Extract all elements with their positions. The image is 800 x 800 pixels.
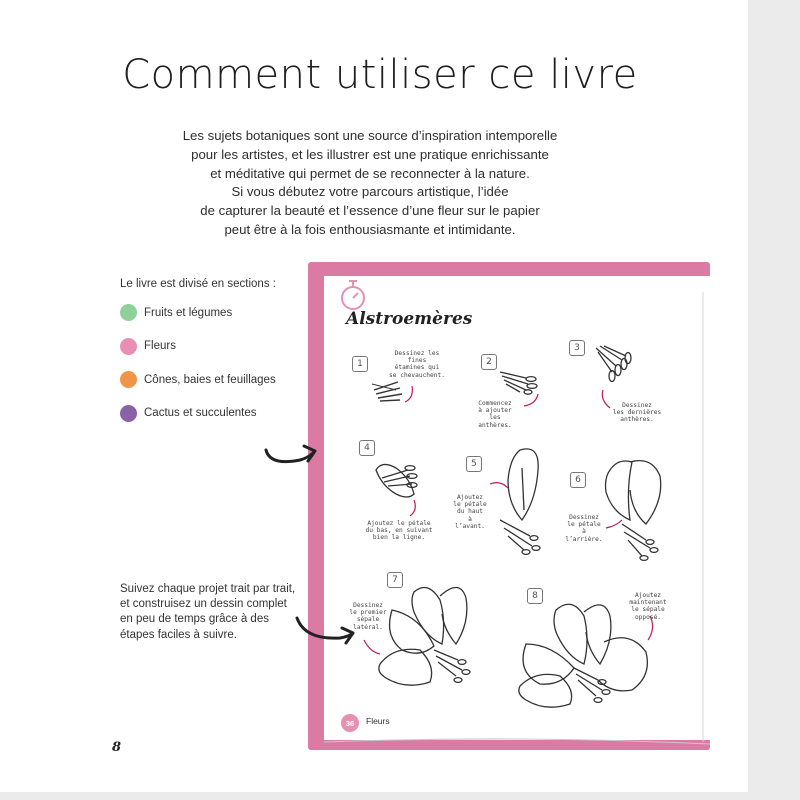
instruction-line: Dessinez xyxy=(353,602,383,609)
instruction-line: Commencez xyxy=(478,400,512,407)
step-5-drawing xyxy=(500,449,540,555)
step-3-drawing xyxy=(596,346,631,382)
step-instruction xyxy=(620,592,676,621)
instruction-line: à l’arrière. xyxy=(565,528,603,543)
step-4-drawing xyxy=(376,464,417,497)
follow-steps-text: Suivez chaque projet trait par trait, et construisez un dessin complet en peu de temps grâce à des étapes faciles à suivre. xyxy=(120,583,296,641)
intro-line: de capturer la beauté et l’essence d’une fleur sur le papier xyxy=(200,203,540,219)
stopwatch-icon xyxy=(342,281,364,309)
step-instruction xyxy=(562,514,606,543)
legend-label: Cactus et succulentes xyxy=(144,407,257,420)
step-number: 1 xyxy=(352,356,368,372)
intro-line: Les sujets botaniques sont une source d’inspiration intemporelle xyxy=(182,128,558,143)
legend-label: Fleurs xyxy=(144,340,176,353)
red-arrow-icon xyxy=(405,386,412,402)
instruction-line: le pétale xyxy=(453,501,487,509)
page-title: Comment utiliser ce livre xyxy=(122,52,638,98)
instruction-line: sépale latéral. xyxy=(353,616,383,631)
project-title: Alstroemères xyxy=(346,309,473,329)
instruction-line: à ajouter xyxy=(478,407,512,415)
instruction-line: étamines qui xyxy=(394,364,440,372)
instruction-line: les dernières xyxy=(612,409,662,417)
instruction-line: maintenant xyxy=(629,599,667,607)
red-arrow-icon xyxy=(364,640,380,654)
intro-line: Si vous débutez votre parcours artistique, l’idée xyxy=(231,184,509,200)
step-1-drawing xyxy=(372,382,402,401)
sections-intro: Le livre est divisé en sections : xyxy=(120,278,276,290)
step-2-drawing xyxy=(500,372,537,394)
red-arrow-icon xyxy=(490,483,508,488)
intro-line: peut être à la fois enthousiasmante et intimidante. xyxy=(224,221,516,237)
instruction-line: Ajoutez le pétale xyxy=(367,520,431,527)
page-number: 8 xyxy=(112,740,122,755)
red-arrow-icon xyxy=(602,390,610,408)
preview-page-number: 36 xyxy=(341,714,359,732)
instruction-line: Dessinez les fines xyxy=(394,350,440,365)
step-number: 3 xyxy=(569,340,585,356)
instruction-line: Ajoutez xyxy=(634,592,662,599)
step-number: 6 xyxy=(570,472,586,488)
instruction-line: du haut xyxy=(456,508,484,516)
page-curl-line xyxy=(324,739,710,744)
instruction-line: se chevauchent. xyxy=(389,371,445,379)
instruction-line: le sépale opposé. xyxy=(631,606,665,621)
step-instruction xyxy=(612,402,662,424)
step-number: 2 xyxy=(481,354,497,370)
instruction-line: Ajoutez xyxy=(456,494,484,501)
step-instruction xyxy=(452,494,488,530)
step-number: 4 xyxy=(359,440,375,456)
legend-label: Fruits et légumes xyxy=(144,306,233,319)
instruction-line: les anthères. xyxy=(478,414,512,429)
preview-section-label: Fleurs xyxy=(366,716,390,726)
legend-label: Cônes, baies et feuillages xyxy=(144,373,276,386)
instruction-line: du bas, en suivant xyxy=(365,527,433,535)
instruction-line: Dessinez xyxy=(569,514,599,521)
intro-line: et méditative qui permet de se reconnecter à la nature. xyxy=(210,165,530,181)
intro-line: pour les artistes, et les illustrer est une pratique enrichissante xyxy=(191,146,549,162)
step-instruction xyxy=(384,350,450,379)
step-instruction xyxy=(342,602,394,631)
red-arrow-icon xyxy=(410,500,415,516)
instruction-line: Dessinez xyxy=(622,402,652,409)
step-number: 8 xyxy=(527,588,543,604)
red-arrow-icon xyxy=(606,520,622,528)
red-arrow-icon xyxy=(524,394,538,406)
instruction-line: le pétale xyxy=(567,521,601,529)
instruction-line: le premier xyxy=(349,609,387,617)
instruction-line: bien la ligne. xyxy=(372,534,426,542)
step-6-drawing xyxy=(606,461,661,561)
step-instruction xyxy=(364,520,434,542)
step-number: 7 xyxy=(387,572,403,588)
arrow-to-sections-icon xyxy=(266,450,314,462)
instruction-line: à l’avant. xyxy=(455,515,485,530)
step-number: 5 xyxy=(466,456,482,472)
instruction-line: anthères. xyxy=(620,416,654,424)
step-instruction xyxy=(474,400,516,429)
